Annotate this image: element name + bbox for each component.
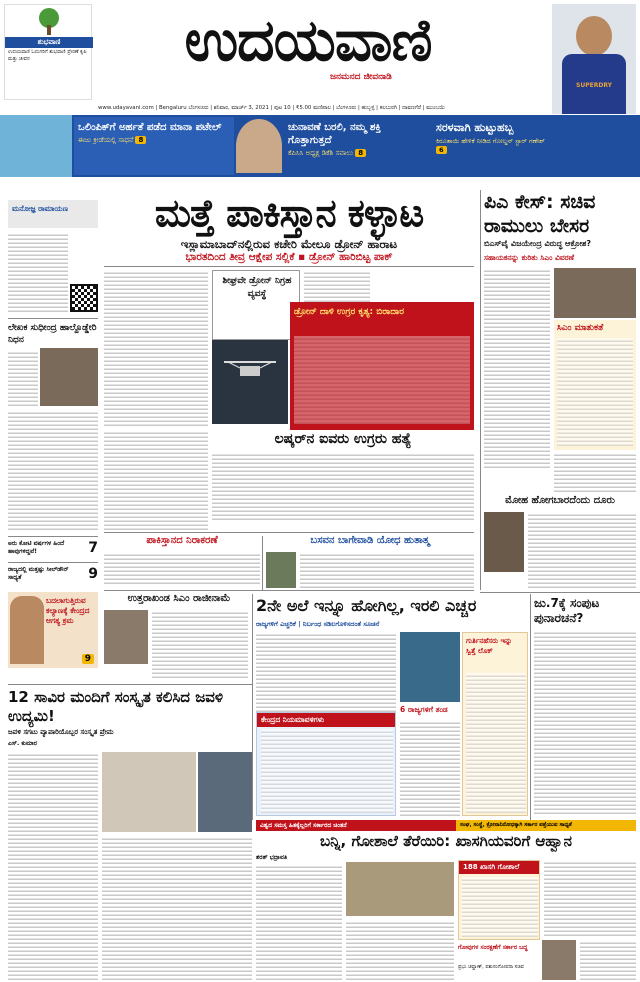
brief-1[interactable] (8, 540, 98, 558)
cities: ಮಣಿಪಾಲ | ಬೆಂಗಳೂರು | ಹುಬ್ಬಳ್ಳಿ | ಕಲಬುರಗಿ | ದಾವಣಗೆರೆ | ಮುಂಬಯಿ (313, 105, 445, 111)
cow-strap-right-text: ಸಂಘ, ಸಂಸ್ಥೆ, ಕ್ರೋನಾನಿರೋಧಕ್ಕಾಗಿ ಸರ್ಕಾರ ಪತ್ತೆಯುವ ಸಾಧ್ಯತೆ (460, 822, 572, 828)
minister-sign: ಪ್ರಭು ಚವ್ಹಾಣ್, ಪಶುಸಂಗೋಪನಾ ಸಚಿವ (458, 964, 524, 970)
drone-box (212, 270, 300, 340)
uttarakhand-photo (104, 610, 148, 664)
second-wave-body (256, 632, 396, 712)
ramulu-body (484, 268, 550, 468)
cow-byline: ಶರತ್ ಭದ್ರಾವತಿ (256, 854, 288, 861)
states-team: 6 ರಾಜ್ಯಗಳಿಗೆ ತಂಡ (400, 705, 448, 714)
column-label-text: ಮನೋಜ್ಞ ರಾಮಾಯಣ (12, 204, 68, 213)
tagline: ಜನಮನದ ಜೀವನಾಡಿ (330, 72, 392, 82)
masthead (0, 0, 640, 118)
soldier-photo (266, 552, 296, 588)
ramulu-headline: ಪಿಎ ಕೇಸ್: ಸಚಿವ ರಾಮುಲು ಬೇಸರ (484, 191, 596, 237)
cm-quote-box (554, 320, 636, 450)
second-wave-sub: ರಾಜ್ಯಗಳಿಗೆ ಎಚ್ಚರಿಕೆ | ನಿರ್ಬಂಧ ಸಡಿಲಗೊಳಿಸದಂತೆ ಸೂಚನೆ (256, 620, 380, 628)
cow-strap-left-text: ವಿಶ್ವದ ಸಮಸ್ತ ಹಿತಕ್ಕೆಲ್ಲರಿಗೆ ಸರ್ಕಾರದ ಚಿಂತನೆ (260, 822, 347, 829)
page-count: ಪುಟ 10 (274, 105, 291, 111)
brief-1-text: ಅರು ಕೋಟಿ ವರ್ಷಗಳ ಹಿಂದೆ ಹಾವುಗಳಿದ್ದವೆ! (8, 540, 65, 555)
sanskrit-body-1 (8, 752, 98, 980)
teaser-3-page: 6 (436, 146, 447, 154)
guidelines-box (256, 712, 396, 816)
date-bar: www.udayavani.com | Bengaluru ಬೆಂಗಳೂರು | ಶನಿವಾರ, ಮಾರ್ಚ್ 3, 2021 | ಪುಟ 10 | ₹5.00 ಮಣಿಪಾಲ | ಬೆಂಗಳೂರು | ಹುಬ್ಬಳ್ಳಿ | ಕಲಬುರಗಿ | ದಾವಣಗೆರೆ | ಮುಂಬಯಿ (98, 105, 445, 111)
tree-logo-icon (33, 7, 65, 37)
brief-2-page: 9 (88, 566, 98, 582)
sanskrit-headline: 12 ಸಾವಿರ ಮಂದಿಗೆ ಸಂಸ್ಕೃತ ಕಲಿಸಿದ ಜವಳಿ ಉದ್ಯಮಿ! (8, 688, 224, 725)
guidelines-title: ಕೇಂದ್ರದ ನಿಯಮಾವಳಿಗಳು (257, 713, 395, 727)
ramulu-sub: ಬಿಎಸ್‌ವೈ ವಿಜಯೇಂದ್ರ ವಿರುದ್ಧ ಆಕ್ರೋಶ? (484, 239, 592, 248)
cow-body-2 (346, 920, 454, 980)
minister-quote: ಗೋವುಗಳ ಸಂರಕ್ಷಣೆಗೆ ಸರ್ಕಾರ ಬದ್ಧ (458, 944, 528, 951)
hoodie-text: SUPERDRY (576, 82, 612, 89)
cabinet-headline: ಜು.7ಕ್ಕೆ ಸಂಪುಟ ಪುನಾರಚನೆ? (534, 596, 600, 625)
brief-2-text: ರಾಜ್ಯದಲ್ಲಿ ಮತ್ತಷ್ಟು ಸೀಲ್‌ಡೌನ್ ಸಾಧ್ಯತೆ (8, 566, 69, 581)
teaser-1-sub: ಈಜು ಕ್ರೀಡೆಯಲ್ಲಿ ಸಾಧನೆ (78, 136, 134, 144)
promo-box[interactable] (8, 592, 98, 668)
drone-icon (218, 350, 282, 390)
column-body (8, 232, 68, 312)
soldier-body (300, 552, 474, 588)
cow-headline: ಬನ್ನಿ, ಗೋಶಾಲೆ ತೆರೆಯಿರಿ: ಖಾಸಗಿಯವರಿಗೆ ಆಹ್ವಾನ (320, 832, 572, 850)
shubhavani-badge (4, 4, 92, 100)
teaser-2-sub: ಕೆಪಿಸಿಸಿ ಅಧ್ಯಕ್ಷ ಡಿಕೆಶಿ ಸವಾಲು (288, 149, 354, 157)
soldier-headline: ಬಸವನ ಬಾಗೇವಾಡಿ ಯೋಧ ಹುತಾತ್ಮ (310, 535, 430, 546)
sanskrit-byline: ಎಸ್. ಕುಮಾರ (8, 740, 37, 747)
obit-body (8, 350, 38, 406)
website: www.udayavani.com (98, 105, 154, 111)
biradar-box (290, 302, 474, 430)
teaser-1-page: 8 (135, 136, 146, 144)
virus-photo (400, 632, 460, 702)
killing-body (212, 452, 474, 522)
badge-text: ಉದಯವಾಣಿ ಓದುಗರಿಗೆ ಶುಭವಾಣಿ ಪ್ರೇರಣೆ ಕೃಷಿ ಮತ್ತು ಜೀವನ (8, 49, 87, 62)
logo-text: ಉದಯವಾಣಿ (184, 6, 432, 74)
cow-body-1 (256, 864, 342, 980)
lead-sub-2: ಭಾರತದಿಂದ ತೀವ್ರ ಆಕ್ಷೇಪ ಸಲ್ಲಿಕೆ ▪ ಡ್ರೋನ್ ಹಾರಿಬಿಟ್ಟ ಪಾಕ್ (185, 251, 393, 263)
teaser-3-sub: ಕಿರೂತಾಯಿ ಹೇಳಿಕೆ ನೀಡಿದ ಗೋಲ್ಡನ್ ಸ್ಟಾರ್ ಗಣೇಶ್ (436, 137, 545, 145)
sanskrit-body-2 (102, 836, 252, 980)
uttarakhand-headline: ಉತ್ತರಾಖಂಡ ಸಿಎಂ ರಾಜೀನಾಮೆ (127, 593, 231, 604)
teaser-1-title: ಒಲಿಂಪಿಕ್‌ಗೆ ಅರ್ಹತೆ ಪಡೆದ ಮಾನಾ ಪಟೇಲ್ (78, 122, 222, 133)
date: ಶನಿವಾರ, ಮಾರ್ಚ್ 3, 2021 (213, 105, 269, 111)
side-box (462, 632, 528, 816)
teaser-3-title: ಸರಳವಾಗಿ ಹುಟ್ಟುಹಬ್ಬ (436, 121, 514, 134)
goshala-box (458, 860, 540, 940)
ramulu-sub-2: ಸಹಾಯಕನನ್ನು ಕುರಿತು ಸಿಎಂ ವಿವರಣೆ (484, 253, 575, 262)
killing-headline: ಲಷ್ಕರ್‌ನ ಐವರು ಉಗ್ರರು ಹತ್ಯೆ (274, 431, 412, 447)
promo-page: 9 (82, 654, 94, 664)
obit-body-2 (8, 410, 98, 530)
side-box-title: ಗುರ್ತಿನಹೆಸರು ಇನ್ನು ಸ್ವಿತ್ತೆ ಲೊಕ್ (466, 637, 513, 655)
ramulu-body-2 (554, 452, 636, 492)
sanskrit-photo-2 (198, 752, 252, 832)
goshala-box-title: 188 ಖಾಸಗಿ ಗೋಶಾಲೆ (459, 861, 539, 874)
cow-photo (346, 862, 454, 916)
promo-photo (10, 596, 44, 664)
cm-quote-title: ಸಿಎಂ ಮಾತುಕತೆ (557, 323, 604, 333)
lead-headline: ಮತ್ತೆ ಪಾಕಿಸ್ತಾನ ಕಳ್ಳಾಟ (154, 191, 424, 235)
second-right-photo (484, 512, 524, 572)
pak-denial-headline: ಪಾಕಿಸ್ತಾನದ ನಿರಾಕರಣೆ (146, 535, 218, 546)
badge-title: ಶುಭವಾಣಿ (5, 37, 93, 48)
brief-1-page: 7 (88, 540, 98, 556)
second-right-body (528, 512, 636, 588)
celebrity-photo (552, 4, 636, 114)
pak-denial-body (104, 552, 260, 586)
author-photo (40, 348, 98, 406)
teaser-2[interactable] (284, 117, 428, 175)
brief-2[interactable] (8, 566, 98, 586)
swimmer-photo (0, 115, 72, 177)
teaser-2-title: ಚುನಾವಣೆ ಬರಲಿ, ನಮ್ಮ ಶಕ್ತಿ ಗೊತ್ತಾಗುತ್ತದೆ (288, 122, 381, 146)
ramulu-photo (554, 268, 636, 318)
cow-strap-left (256, 820, 456, 831)
lead-sub-1: ಇಸ್ಲಾಮಾಬಾದ್‌ನಲ್ಲಿರುವ ಕಚೇರಿ ಮೇಲೂ ಡ್ರೋನ್ ಹಾರಾಟ (180, 237, 398, 251)
cow-body-4 (580, 940, 636, 980)
price: ₹5.00 (295, 105, 312, 111)
teaser-3[interactable] (432, 117, 638, 175)
minister-photo (542, 940, 576, 980)
qr-code (70, 284, 98, 312)
lead-body-3 (104, 430, 208, 530)
drone-box-title: ಶೀಘ್ರವೇ ಡ್ರೋನ್ ನಿಗ್ರಹ ವ್ಯವಸ್ಥೆ (222, 276, 292, 299)
promo-text: ಬದಲಾಗುತ್ತಿರುವ ಕಲ್ಯಾಣಕ್ಕೆ ಕೇಂದ್ರದ ಆಗತ್ಯ ಕ್ರಮ (46, 596, 90, 625)
cow-strap-right (456, 820, 636, 831)
lead-body-1 (104, 270, 208, 426)
cow-body-3 (544, 860, 636, 938)
second-wave-headline: 2ನೇ ಅಲೆ ಇನ್ನೂ ಹೋಗಿಲ್ಲ, ಇರಲಿ ಎಚ್ಚರ (256, 596, 477, 615)
cabinet-body (534, 630, 636, 816)
sanskrit-photo-1 (102, 752, 196, 832)
column-label (8, 200, 98, 228)
teaser-2-page: 8 (355, 149, 366, 157)
teaser-band (0, 115, 640, 177)
second-right-headline: ಮೋಹ ಹೋಗಬಾರದೆಂದು ದೂರು (505, 495, 615, 506)
dks-photo (236, 119, 282, 173)
edition: Bengaluru ಬೆಂಗಳೂರು (158, 105, 209, 111)
biradar-box-title: ಡ್ರೋನ್ ದಾಳಿ ಉಗ್ರರ ಕೃತ್ಯ: ಬಿರಾದಾರ (294, 307, 404, 317)
sanskrit-sub: ಜವಳಿ ಸಗಟು ವ್ಯಾಪಾರಿಯೊಬ್ಬರ ಸಂಸ್ಕೃತ ಪ್ರೇಮ (8, 728, 114, 736)
states-body (400, 720, 460, 816)
teaser-1[interactable] (74, 117, 234, 175)
author-obit-headline: ಲೇಖಕ ಸುಧೀಂದ್ರ ಹಾಲ್ದೊಡ್ಡೇರಿ ನಿಧನ (8, 323, 97, 345)
uttarakhand-body (152, 610, 248, 680)
